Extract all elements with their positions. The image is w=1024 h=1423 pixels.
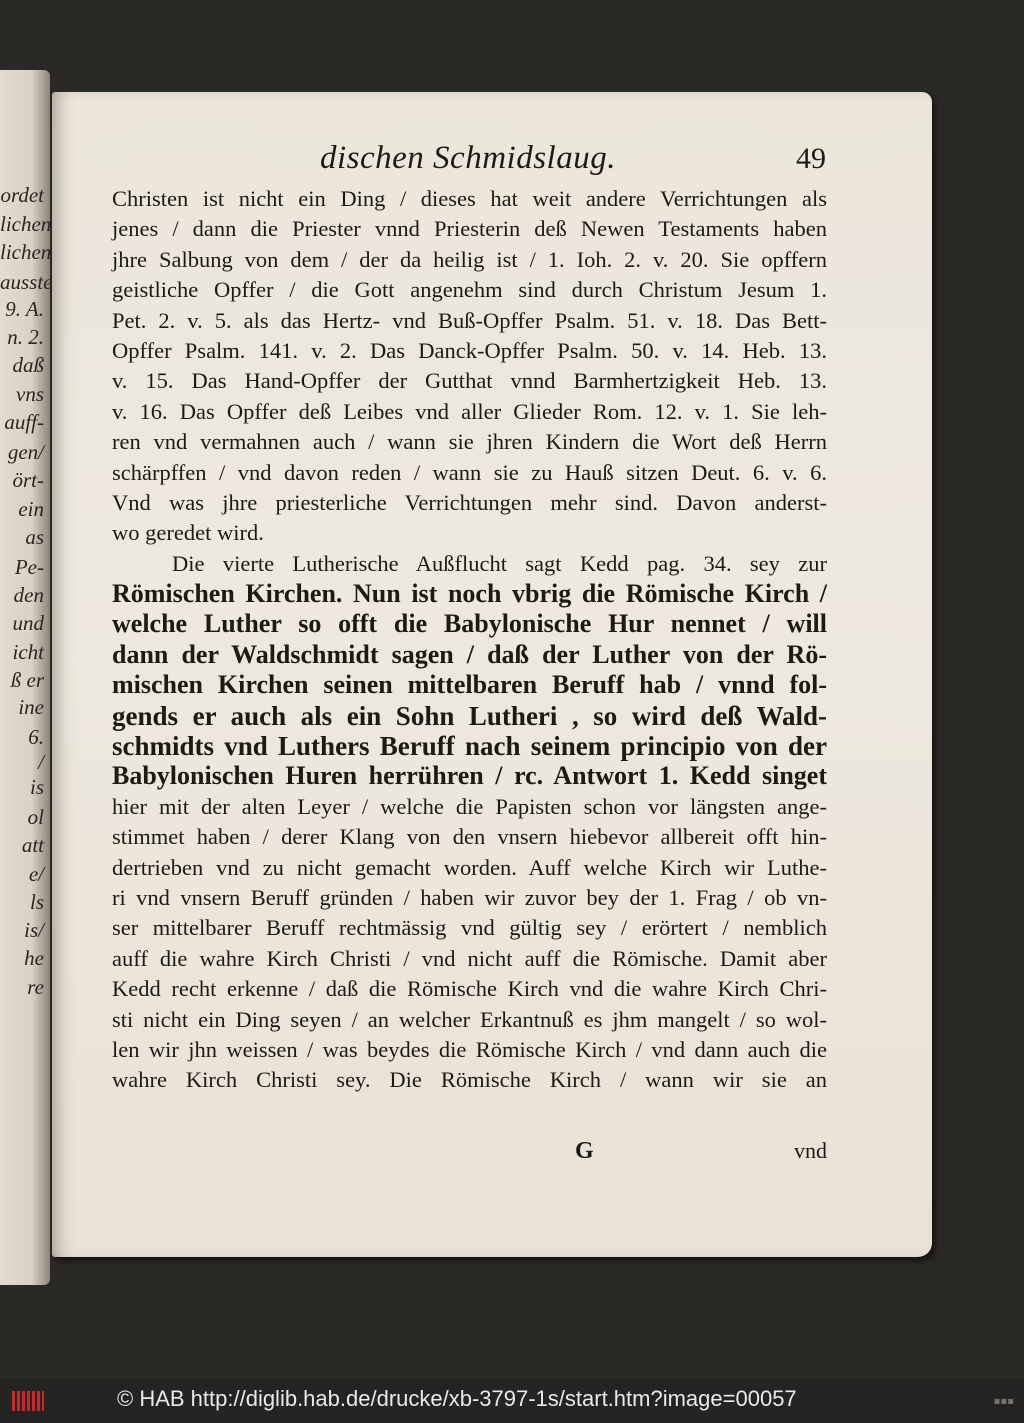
text-line: len wir jhn weissen / was beydes die Römische Kirch / vnd dann auch die (112, 1036, 827, 1062)
margin-fragment: und (12, 611, 44, 635)
margin-fragment: auff- (4, 410, 44, 434)
margin-fragment: den (13, 583, 44, 607)
text-line: dann der Waldschmidt sagen / daß der Luther von der Rö- (112, 639, 827, 669)
copyright-text: © HAB http://diglib.hab.de/drucke/xb-3797-1s/start.htm?image=00057 (117, 1386, 797, 1411)
text-line: ri vnd vnsern Beruff gründen / haben wir zuvor bey der 1. Frag / ob vn- (112, 884, 827, 910)
text-line: auff die wahre Kirch Christi / vnd nicht auff die Römische. Damit aber (112, 945, 827, 971)
text-line: wo geredet wird. (112, 520, 264, 546)
margin-fragment: icht (12, 640, 44, 664)
margin-fragment: he (24, 946, 44, 970)
margin-fragment: as (25, 525, 44, 549)
corner-dots: ▪▪▪ (993, 1396, 1014, 1407)
margin-fragment: ls (29, 890, 44, 914)
margin-fragment: lichen (0, 240, 52, 264)
text-line: sti nicht ein Ding seyen / an welcher Erkantnuß es jhm mangelt / so wol- (112, 1006, 827, 1032)
text-line: jenes / dann die Priester vnnd Priesterin deß Newen Testaments haben (112, 216, 827, 242)
text-line: mischen Kirchen seinen mittelbaren Beruff hab / vnnd fol- (112, 670, 827, 700)
footer-bar (0, 1378, 1024, 1423)
page-header (52, 140, 932, 180)
margin-fragment: gen/ (7, 440, 44, 464)
text-line: Kedd recht erkenne / daß die Römische Kirch vnd die wahre Kirch Chri- (112, 976, 827, 1002)
text-line: Die vierte Lutherische Außflucht sagt Kedd pag. 34. sey zur (172, 550, 827, 576)
text-line: stimmet haben / derer Klang von den vnsern hiebevor allbereit offt hin- (112, 824, 827, 850)
text-line: Babylonischen Huren herrühren / rc. Antwort 1. Kedd singet (112, 761, 827, 791)
margin-fragment: n. 2. (7, 325, 44, 349)
margin-fragment: ört- (12, 468, 44, 492)
text-line: ser mittelbarer Beruff rechtmässig vnd gültig sey / erörtert / nemblich (112, 915, 827, 941)
margin-fragment: Pe- (14, 555, 44, 579)
margin-fragment: ordet (0, 183, 44, 207)
margin-fragment: daß (12, 353, 44, 377)
text-line: jhre Salbung von dem / der da heilig ist / 1. Ioh. 2. v. 20. Sie opffern (112, 246, 827, 272)
text-line: welche Luther so offt die Babylonische Hur nennet / will (112, 609, 827, 639)
margin-fragment: / (38, 750, 44, 774)
text-line: Pet. 2. v. 5. als das Hertz- vnd Buß-Opffer Psalm. 51. v. 18. Das Bett- (112, 307, 827, 333)
margin-fragment: ol (27, 805, 44, 829)
margin-fragment: ine (18, 695, 44, 719)
text-line: wahre Kirch Christi sey. Die Römische Kirch / wann wir sie an (112, 1067, 827, 1093)
margin-fragment: ein (18, 497, 44, 521)
text-line: schärpffen / vnd davon reden / wann sie zu Hauß sitzen Deut. 6. v. 6. (112, 459, 827, 485)
margin-fragment: lichen (0, 212, 52, 236)
margin-fragment: e/ (28, 862, 44, 886)
margin-fragment: 9. A. (5, 297, 44, 321)
text-line: Christen ist nicht ein Ding / dieses hat weit andere Verrichtungen als (112, 186, 827, 211)
running-head: dischen Schmidslaug. (320, 140, 616, 176)
page-number: 49 (796, 142, 826, 175)
page-footer (112, 1138, 827, 1168)
text-line: Römischen Kirchen. Nun ist noch vbrig die Römische Kirch / (112, 579, 827, 609)
text-line: schmidts vnd Luthers Beruff nach seinem principio von der (112, 731, 827, 762)
text-line: Opffer Psalm. 141. v. 2. Das Danck-Opffer Psalm. 50. v. 14. Heb. 13. (112, 337, 827, 363)
margin-fragment: vns (16, 382, 44, 406)
text-line: dertrieben vnd zu nicht gemacht worden. Auff welche Kirch wir Luthe- (112, 854, 827, 880)
margin-fragment: re (27, 975, 44, 999)
text-line: v. 15. Das Hand-Opffer der Gutthat vnnd Barmhertzigkeit Heb. 13. (112, 368, 827, 394)
margin-fragment: is/ (24, 918, 44, 942)
margin-fragment: att (21, 833, 44, 857)
signature-mark: G (575, 1138, 594, 1164)
text-line: geistliche Opffer / die Gott angenehm sind durch Christum Jesum 1. (112, 277, 827, 303)
margin-fragment: ausste (0, 270, 53, 294)
margin-fragment: ß er (10, 668, 44, 692)
body-text (112, 184, 827, 1096)
margin-fragment: is (29, 775, 44, 799)
book-page (52, 92, 932, 1257)
margin-fragment: 6. (28, 725, 44, 749)
text-line: hier mit der alten Leyer / welche die Papisten schon vor längsten ange- (112, 793, 827, 819)
text-line: v. 16. Das Opffer deß Leibes vnd aller Glieder Rom. 12. v. 1. Sie leh- (112, 398, 827, 424)
catchword: vnd (794, 1138, 827, 1163)
text-line: gends er auch als ein Sohn Lutheri , so wird deß Wald- (112, 700, 827, 731)
hab-logo-icon[interactable] (11, 1388, 45, 1414)
text-line: Vnd was jhre priesterliche Verrichtungen mehr sind. Davon anderst- (112, 489, 827, 515)
text-line: ren vnd vermahnen auch / wann sie jhren Kindern die Wort deß Herrn (112, 429, 827, 455)
